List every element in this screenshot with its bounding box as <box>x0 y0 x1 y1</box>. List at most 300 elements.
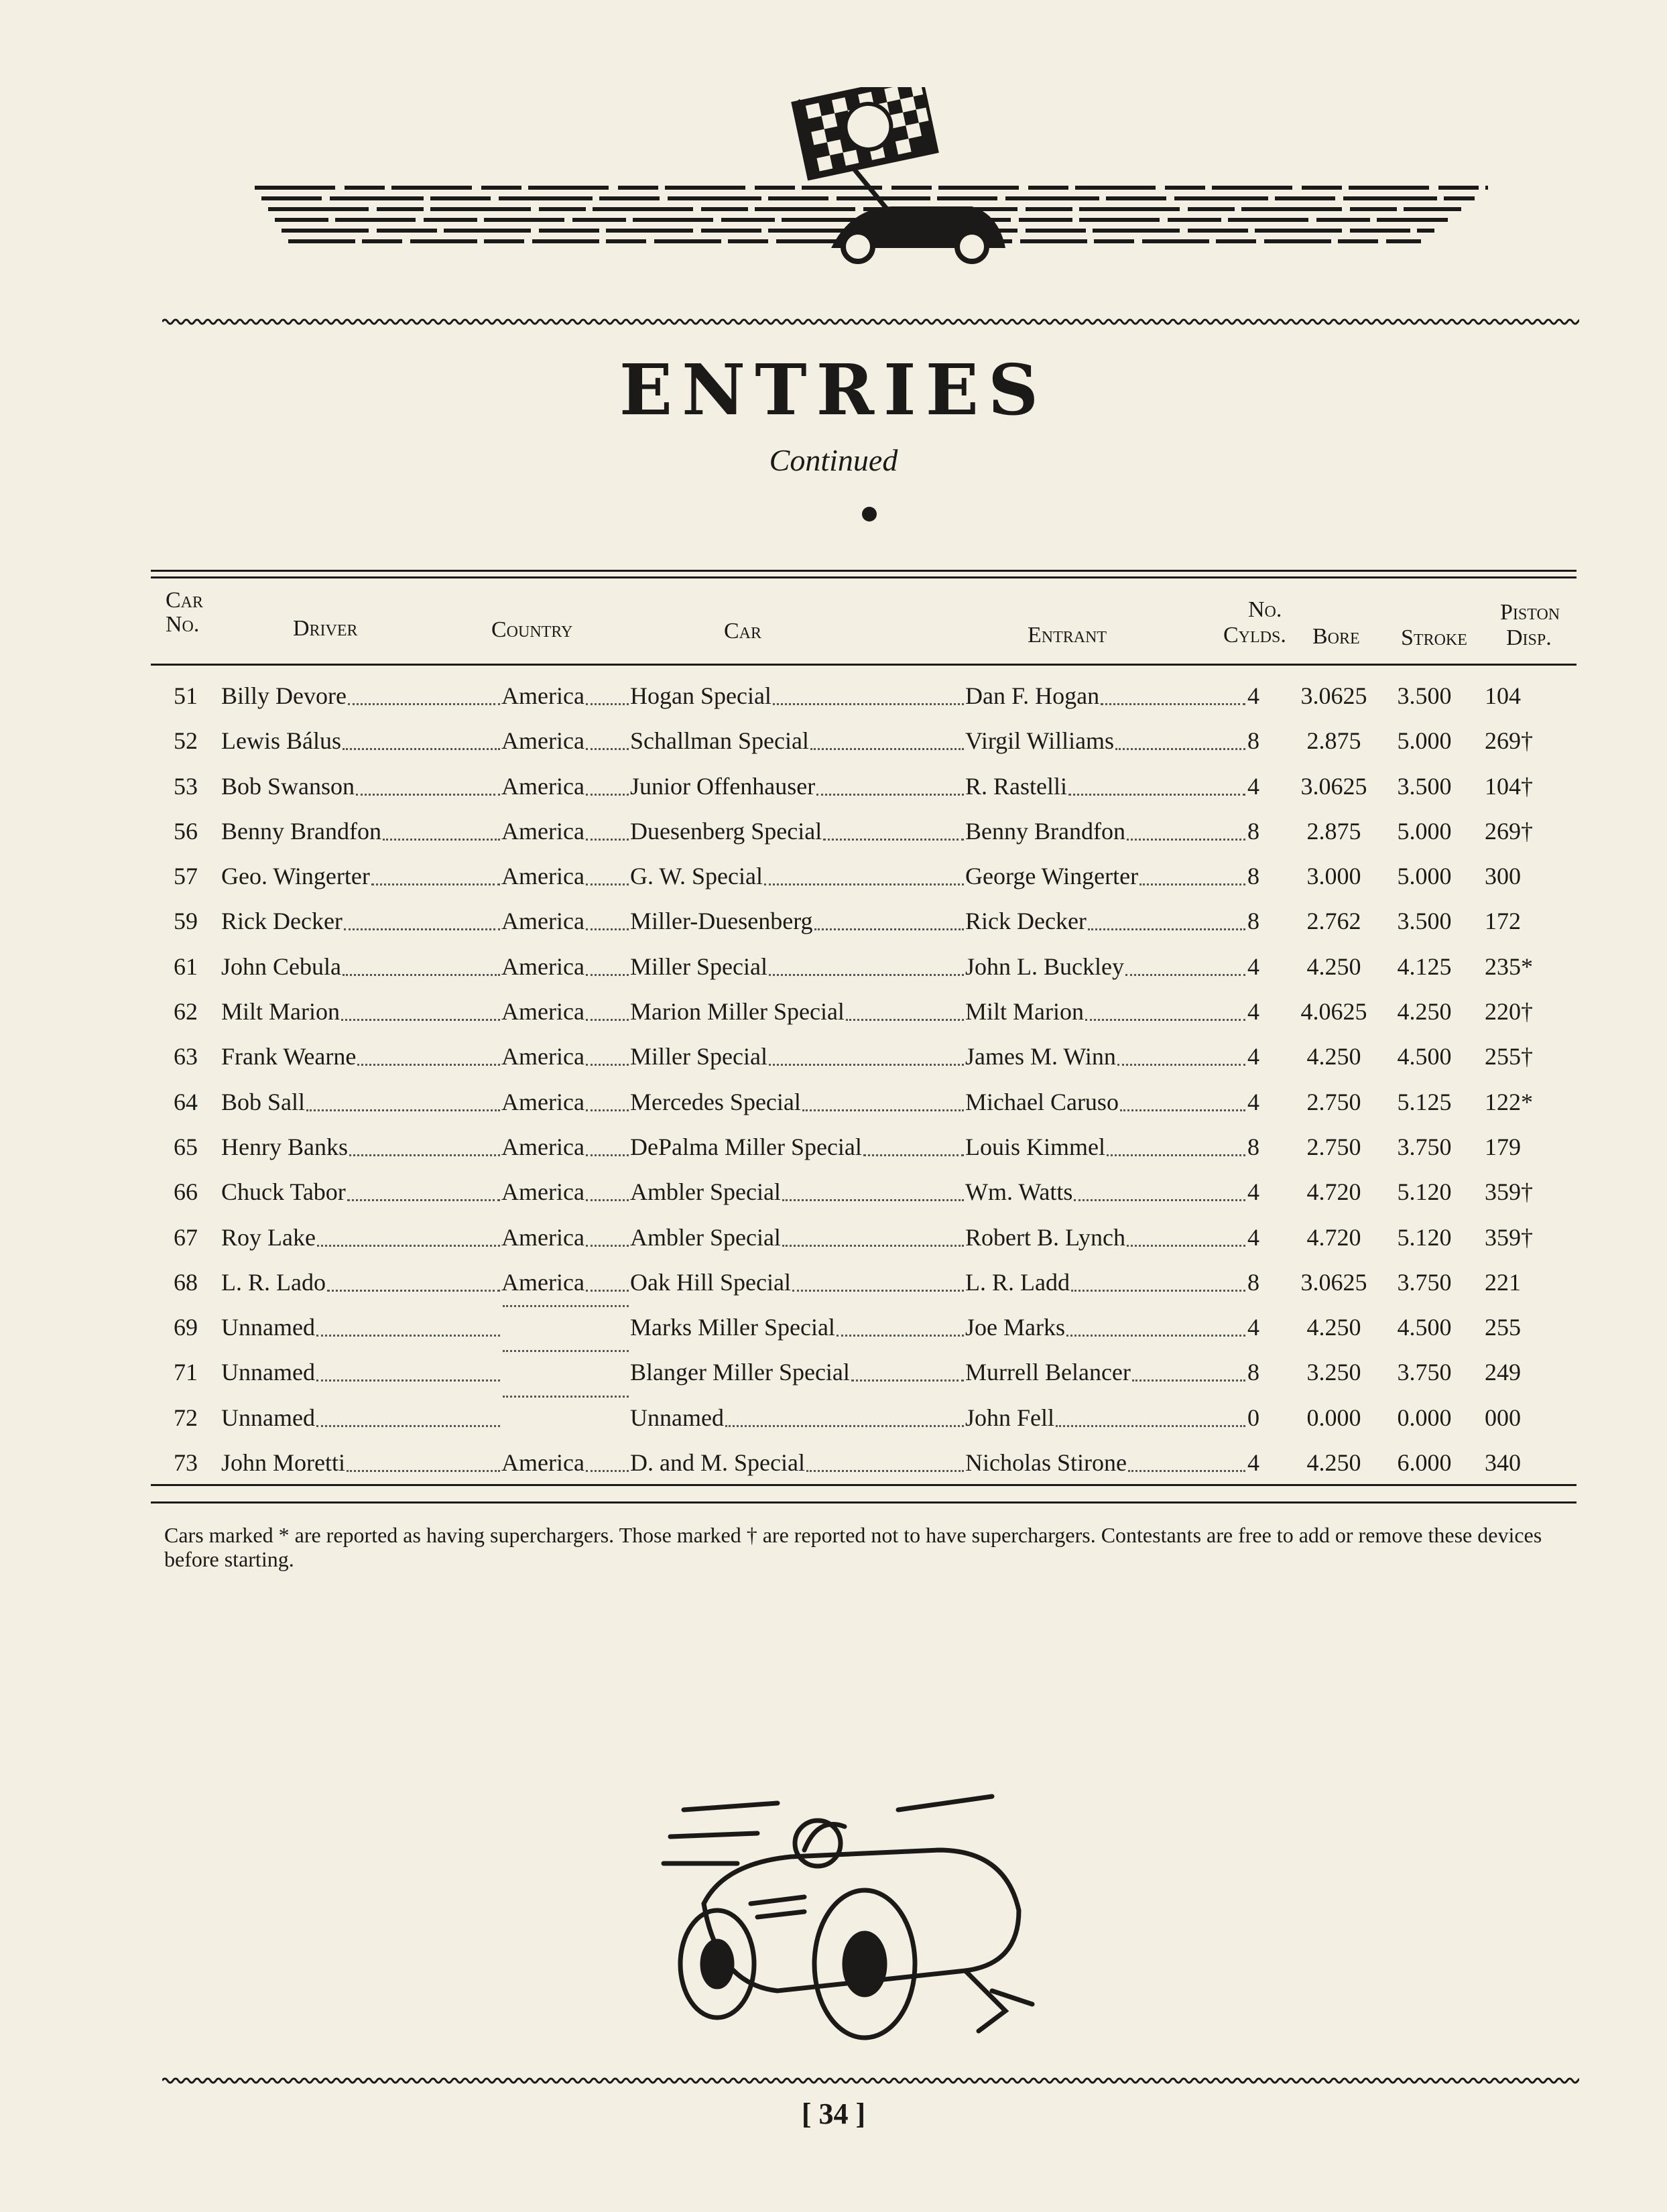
cell-car-text: Blanger Miller Special <box>630 1359 850 1386</box>
cell-driver <box>221 989 501 1034</box>
cell-disp <box>1485 719 1558 763</box>
dot-leader <box>1125 944 1245 976</box>
cell-entrant <box>965 944 1247 989</box>
cell-bore-text: 4.250 <box>1306 1449 1361 1477</box>
dot-leader <box>1085 989 1245 1021</box>
cell-no-text: 66 <box>174 1178 198 1206</box>
cell-entrant <box>965 1215 1247 1260</box>
cell-cyl <box>1240 989 1267 1034</box>
cell-car-text: DePalma Miller Special <box>630 1133 862 1160</box>
cell-stroke <box>1384 899 1465 944</box>
checkered-flag-race-car-illustration <box>248 87 1495 268</box>
cell-entrant-text: L. R. Ladd <box>965 1268 1070 1296</box>
cell-stroke-text: 0.000 <box>1397 1404 1452 1431</box>
cell-cyl <box>1240 1080 1267 1125</box>
cell-car <box>630 944 965 989</box>
cell-cyl-text: 0 <box>1247 1404 1259 1431</box>
cell-cyl-text: 4 <box>1247 953 1259 980</box>
cell-disp <box>1485 1440 1558 1485</box>
entries-table-body <box>151 674 1577 1485</box>
cell-disp <box>1485 1260 1558 1305</box>
cell-car <box>630 1440 965 1485</box>
table-row <box>151 1350 1577 1395</box>
cell-country <box>501 1440 630 1485</box>
cell-no <box>151 899 198 944</box>
cell-car <box>630 1260 965 1305</box>
cell-disp <box>1485 1034 1558 1079</box>
cell-country <box>501 1170 630 1215</box>
cell-country <box>501 1305 630 1320</box>
cell-car-text: Marks Miller Special <box>630 1314 835 1341</box>
cell-disp-text: 220† <box>1485 998 1533 1026</box>
cell-car-text: Miller Special <box>630 953 767 980</box>
cell-car <box>630 1215 965 1260</box>
cell-country <box>501 1125 630 1170</box>
dot-leader <box>327 1260 500 1292</box>
cell-car <box>630 1305 965 1350</box>
dot-leader <box>586 1215 629 1247</box>
cell-entrant-text: John L. Buckley <box>965 953 1124 980</box>
cell-disp <box>1485 899 1558 944</box>
cell-cyl <box>1240 944 1267 989</box>
cell-disp <box>1485 854 1558 899</box>
dot-leader <box>1115 719 1245 750</box>
cell-driver <box>221 1034 501 1079</box>
cell-driver <box>221 1125 501 1170</box>
cell-disp <box>1485 764 1558 809</box>
cell-stroke-text: 5.120 <box>1397 1223 1452 1251</box>
dot-leader <box>586 1170 629 1201</box>
dot-leader <box>306 1080 500 1111</box>
cell-car-text: Hogan Special <box>630 682 771 709</box>
cell-bore-text: 4.250 <box>1306 1043 1361 1070</box>
cell-bore <box>1290 809 1377 854</box>
cell-entrant <box>965 854 1247 899</box>
dot-leader <box>586 1440 629 1472</box>
cell-country <box>501 1396 630 1411</box>
table-row <box>151 854 1577 899</box>
table-row <box>151 719 1577 763</box>
cell-no-text: 63 <box>174 1043 198 1070</box>
cell-car <box>630 1396 965 1440</box>
dot-leader <box>782 1215 964 1247</box>
cell-car <box>630 899 965 944</box>
cell-cyl-text: 4 <box>1247 1314 1259 1341</box>
header-country: Country <box>491 617 573 642</box>
cell-cyl <box>1240 1125 1267 1170</box>
cell-no-text: 59 <box>174 908 198 935</box>
cell-entrant <box>965 764 1247 809</box>
cell-driver <box>221 899 501 944</box>
cell-driver-text: Unnamed <box>221 1359 315 1386</box>
header-rule <box>151 664 1577 666</box>
cell-disp-text: 255† <box>1485 1043 1533 1070</box>
dot-leader <box>347 1440 500 1472</box>
cell-driver <box>221 674 501 719</box>
cell-driver-text: Bob Sall <box>221 1088 306 1115</box>
cell-stroke <box>1384 1305 1465 1350</box>
cell-stroke <box>1384 989 1465 1034</box>
cell-no <box>151 854 198 899</box>
table-row <box>151 1125 1577 1170</box>
cell-cyl-text: 4 <box>1247 1449 1259 1477</box>
cell-disp <box>1485 1350 1558 1395</box>
cell-no <box>151 1125 198 1170</box>
table-row <box>151 1170 1577 1215</box>
cell-no-text: 68 <box>174 1268 198 1296</box>
dot-leader <box>816 764 964 796</box>
cell-disp <box>1485 1125 1558 1170</box>
cell-cyl-text: 4 <box>1247 1088 1259 1115</box>
header-driver: Driver <box>293 616 358 641</box>
cell-car-text: Miller Special <box>630 1043 767 1070</box>
cell-entrant-text: Louis Kimmel <box>965 1133 1105 1160</box>
cell-bore-text: 3.0625 <box>1300 1268 1367 1296</box>
dot-leader <box>1132 1350 1245 1381</box>
cell-cyl <box>1240 1170 1267 1215</box>
cell-driver-text: Roy Lake <box>221 1223 316 1251</box>
dot-leader <box>586 944 629 976</box>
cell-bore-text: 0.000 <box>1306 1404 1361 1431</box>
cell-no-text: 73 <box>174 1449 198 1477</box>
dot-leader <box>586 1260 629 1292</box>
cell-disp-text: 269† <box>1485 817 1533 845</box>
cell-no-text: 51 <box>174 682 198 709</box>
cell-no-text: 67 <box>174 1223 198 1251</box>
cell-disp <box>1485 809 1558 854</box>
cell-disp-text: 359† <box>1485 1223 1533 1251</box>
cell-bore <box>1290 1396 1377 1440</box>
dot-leader <box>356 764 500 796</box>
dot-leader <box>863 1125 964 1156</box>
cell-driver <box>221 1080 501 1125</box>
table-header <box>151 589 1577 662</box>
cell-no <box>151 944 198 989</box>
cell-entrant <box>965 1170 1247 1215</box>
cell-driver-text: Billy Devore <box>221 682 347 709</box>
cell-entrant <box>965 899 1247 944</box>
cell-entrant <box>965 1305 1247 1350</box>
cell-stroke-text: 6.000 <box>1397 1449 1452 1477</box>
cell-car <box>630 1350 965 1395</box>
cell-cyl <box>1240 674 1267 719</box>
cell-country-text: America <box>501 998 584 1026</box>
cell-cyl <box>1240 1305 1267 1350</box>
dot-leader <box>586 719 629 750</box>
dot-leader <box>316 1305 500 1337</box>
cell-entrant-text: George Wingerter <box>965 863 1139 890</box>
cell-country-text: America <box>501 908 584 935</box>
cell-entrant-text: Michael Caruso <box>965 1088 1119 1115</box>
cell-cyl-text: 8 <box>1247 863 1259 890</box>
dot-leader <box>343 719 500 750</box>
dot-leader <box>769 944 964 976</box>
table-row <box>151 1396 1577 1440</box>
cell-country-text: America <box>501 1088 584 1115</box>
cell-car-text: Ambler Special <box>630 1178 781 1206</box>
cell-cyl-text: 4 <box>1247 1043 1259 1070</box>
footnote: Cars marked * are reported as having superchargers. Those marked † are reported not to have superchargers. Contestants are free to add or remove these devices before starting. <box>164 1523 1542 1571</box>
cell-no <box>151 1440 198 1485</box>
cell-bore <box>1290 1305 1377 1350</box>
cell-cyl-text: 8 <box>1247 1133 1259 1160</box>
cell-cyl-text: 4 <box>1247 682 1259 709</box>
dot-leader <box>837 1305 964 1337</box>
cell-car-text: Unnamed <box>630 1404 724 1431</box>
dot-leader <box>1101 674 1245 705</box>
cell-cyl <box>1240 719 1267 763</box>
cell-car <box>630 989 965 1034</box>
table-row <box>151 764 1577 809</box>
dot-leader <box>586 1125 629 1156</box>
cell-stroke <box>1384 1260 1465 1305</box>
header-piston-line2: Disp. <box>1506 625 1552 650</box>
cell-driver <box>221 1440 501 1485</box>
dot-leader <box>814 899 964 930</box>
dot-leader <box>357 1034 500 1066</box>
cell-driver-text: Bob Swanson <box>221 772 355 800</box>
dot-leader <box>371 854 500 885</box>
dot-leader <box>349 1125 500 1156</box>
cell-driver-text: Unnamed <box>221 1404 315 1431</box>
dot-leader <box>586 674 629 705</box>
cell-country <box>501 1034 630 1079</box>
cell-driver-text: John Cebula <box>221 953 341 980</box>
cell-country-text: America <box>501 953 584 980</box>
cell-entrant-text: Nicholas Stirone <box>965 1449 1127 1477</box>
cell-country-text: America <box>501 1043 584 1070</box>
cell-stroke-text: 3.750 <box>1397 1133 1452 1160</box>
header-cylinders-line2: Cylds. <box>1223 623 1286 648</box>
cell-disp-text: 122* <box>1485 1088 1533 1115</box>
cell-country <box>501 989 630 1034</box>
cell-entrant-text: Joe Marks <box>965 1314 1065 1341</box>
dot-leader <box>343 944 500 976</box>
cell-country <box>501 854 630 899</box>
cell-disp <box>1485 1080 1558 1125</box>
cell-bore-text: 4.250 <box>1306 1314 1361 1341</box>
dot-leader <box>782 1170 964 1201</box>
cell-country-text: America <box>501 1268 584 1296</box>
cell-cyl-text: 8 <box>1247 727 1259 755</box>
cell-car <box>630 719 965 763</box>
cell-country-text: America <box>501 727 584 755</box>
cell-entrant-text: John Fell <box>965 1404 1055 1431</box>
cell-driver-text: L. R. Lado <box>221 1268 326 1296</box>
cell-disp <box>1485 944 1558 989</box>
header-cylinders-line1: No. <box>1248 597 1282 622</box>
cell-no <box>151 1215 198 1260</box>
cell-driver <box>221 1170 501 1215</box>
cell-bore-text: 4.0625 <box>1300 998 1367 1026</box>
cell-cyl-text: 8 <box>1247 1268 1259 1296</box>
cell-cyl <box>1240 1034 1267 1079</box>
cell-entrant-text: Benny Brandfon <box>965 817 1125 845</box>
cell-disp <box>1485 674 1558 719</box>
cell-bore-text: 2.875 <box>1306 817 1361 845</box>
cell-entrant-text: Dan F. Hogan <box>965 682 1100 709</box>
cell-car-text: Duesenberg Special <box>630 817 822 845</box>
cell-entrant <box>965 1125 1247 1170</box>
cell-bore <box>1290 899 1377 944</box>
cell-country-text: America <box>501 1178 584 1206</box>
cell-entrant-text: Wm. Watts <box>965 1178 1073 1206</box>
cell-entrant <box>965 674 1247 719</box>
cell-no <box>151 764 198 809</box>
cell-entrant <box>965 1260 1247 1305</box>
cell-country-text: America <box>501 772 584 800</box>
cell-no <box>151 809 198 854</box>
cell-car-text: D. and M. Special <box>630 1449 805 1477</box>
cell-car <box>630 764 965 809</box>
dot-leader <box>823 809 964 841</box>
dot-leader <box>769 1034 964 1066</box>
cell-no <box>151 719 198 763</box>
cell-entrant-text: R. Rastelli <box>965 772 1067 800</box>
cell-country <box>501 809 630 854</box>
cell-cyl <box>1240 809 1267 854</box>
cell-country <box>501 719 630 763</box>
dot-leader <box>764 854 964 885</box>
dot-leader <box>586 989 629 1021</box>
dot-leader <box>586 899 629 930</box>
dot-leader <box>1127 1215 1245 1247</box>
cell-no-text: 52 <box>174 727 198 755</box>
dot-leader <box>1071 1260 1245 1292</box>
cell-country <box>501 1350 630 1365</box>
cell-cyl <box>1240 1350 1267 1395</box>
cell-bore-text: 3.0625 <box>1300 682 1367 709</box>
dot-leader <box>503 1396 629 1398</box>
page-title: ENTRIES <box>619 349 1048 431</box>
cell-disp-text: 300 <box>1485 863 1521 890</box>
race-car-illustration <box>643 1770 1046 2058</box>
cell-car-text: Schallman Special <box>630 727 809 755</box>
cell-country <box>501 764 630 809</box>
cell-car-text: Junior Offenhauser <box>630 772 816 800</box>
dot-leader <box>846 989 964 1021</box>
dot-leader <box>503 1350 629 1352</box>
cell-no-text: 62 <box>174 998 198 1026</box>
header-car-no-line2: No. <box>166 612 200 637</box>
cell-cyl <box>1240 1440 1267 1485</box>
cell-entrant-text: Rick Decker <box>965 908 1087 935</box>
dot-leader <box>383 809 500 841</box>
cell-cyl <box>1240 899 1267 944</box>
cell-cyl-text: 4 <box>1247 1178 1259 1206</box>
dot-leader <box>1056 1396 1245 1427</box>
cell-stroke <box>1384 719 1465 763</box>
cell-driver <box>221 1260 501 1305</box>
cell-no-text: 56 <box>174 817 198 845</box>
cell-bore-text: 2.875 <box>1306 727 1361 755</box>
dot-leader <box>348 674 500 705</box>
cell-cyl-text: 8 <box>1247 908 1259 935</box>
cell-no-text: 65 <box>174 1133 198 1160</box>
cell-disp-text: 221 <box>1485 1268 1521 1296</box>
cell-stroke <box>1384 809 1465 854</box>
cell-driver-text: Chuck Tabor <box>221 1178 346 1206</box>
cell-stroke-text: 5.000 <box>1397 727 1452 755</box>
cell-entrant <box>965 989 1247 1034</box>
cell-country <box>501 1215 630 1260</box>
cell-stroke-text: 4.500 <box>1397 1314 1452 1341</box>
cell-driver-text: Benny Brandfon <box>221 817 381 845</box>
cell-country <box>501 899 630 944</box>
cell-disp <box>1485 1305 1558 1350</box>
table-top-rule <box>151 570 1577 572</box>
cell-disp-text: 255 <box>1485 1314 1521 1341</box>
cell-entrant <box>965 1080 1247 1125</box>
cell-stroke <box>1384 764 1465 809</box>
header-car: Car <box>724 619 762 643</box>
cell-cyl <box>1240 1215 1267 1260</box>
cell-disp-text: 359† <box>1485 1178 1533 1206</box>
cell-entrant-text: Robert B. Lynch <box>965 1223 1125 1251</box>
cell-no <box>151 1080 198 1125</box>
header-piston-line1: Piston <box>1500 600 1560 625</box>
table-row <box>151 944 1577 989</box>
cell-stroke <box>1384 1125 1465 1170</box>
dot-leader <box>792 1260 964 1292</box>
cell-no-text: 64 <box>174 1088 198 1115</box>
dot-leader <box>1066 1305 1245 1337</box>
cell-driver-text: Geo. Wingerter <box>221 863 370 890</box>
cell-bore <box>1290 1170 1377 1215</box>
cell-stroke <box>1384 1034 1465 1079</box>
cell-stroke <box>1384 854 1465 899</box>
cell-entrant <box>965 1350 1247 1395</box>
cell-entrant-text: James M. Winn <box>965 1043 1116 1070</box>
dot-leader <box>725 1396 964 1427</box>
dot-leader <box>1088 899 1245 930</box>
dot-leader <box>503 1305 629 1307</box>
cell-stroke <box>1384 1080 1465 1125</box>
dot-leader <box>347 1170 500 1201</box>
dot-leader <box>316 1396 500 1427</box>
cell-bore <box>1290 1034 1377 1079</box>
header-bore: Bore <box>1312 624 1360 649</box>
cell-entrant-text: Virgil Williams <box>965 727 1115 755</box>
cell-stroke <box>1384 674 1465 719</box>
cell-stroke-text: 5.120 <box>1397 1178 1452 1206</box>
cell-bore-text: 3.000 <box>1306 863 1361 890</box>
dot-leader <box>773 674 964 705</box>
cell-entrant-text: Murrell Belancer <box>965 1359 1131 1386</box>
cell-disp <box>1485 1396 1558 1440</box>
cell-country <box>501 944 630 989</box>
cell-bore-text: 4.720 <box>1306 1223 1361 1251</box>
table-row <box>151 1080 1577 1125</box>
cell-cyl-text: 4 <box>1247 772 1259 800</box>
cell-stroke-text: 5.000 <box>1397 817 1452 845</box>
cell-cyl <box>1240 854 1267 899</box>
cell-driver-text: Frank Wearne <box>221 1043 357 1070</box>
dot-leader <box>586 1034 629 1066</box>
cell-car <box>630 1125 965 1170</box>
wavy-divider-bottom <box>162 2075 1579 2086</box>
dot-leader <box>1074 1170 1245 1201</box>
dot-leader <box>586 854 629 885</box>
cell-driver <box>221 944 501 989</box>
cell-country-text: America <box>501 863 584 890</box>
cell-entrant <box>965 1396 1247 1440</box>
cell-cyl-text: 8 <box>1247 817 1259 845</box>
table-row <box>151 809 1577 854</box>
cell-car-text: G. W. Special <box>630 863 763 890</box>
bullet-ornament <box>862 507 877 521</box>
cell-stroke <box>1384 1170 1465 1215</box>
